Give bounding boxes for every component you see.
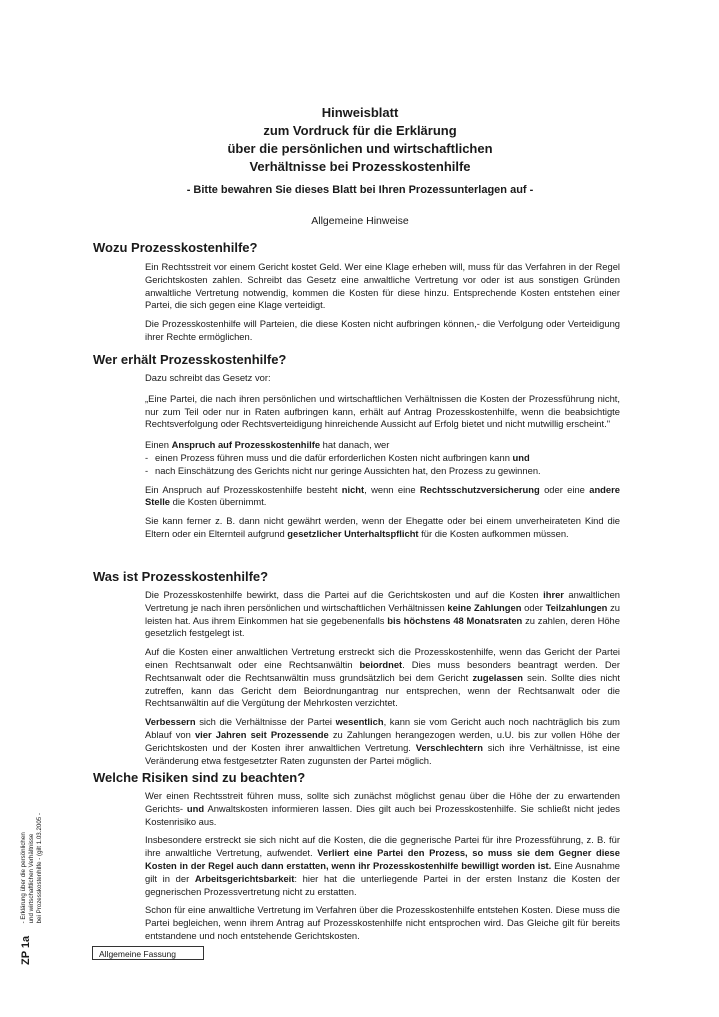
title-line: Verhältnisse bei Prozesskostenhilfe <box>249 159 471 174</box>
emphasis: Anspruch auf Prozesskostenhilfe <box>171 439 321 451</box>
text-span: die Kosten übernimmt. <box>170 496 267 508</box>
text-span: , wenn eine <box>364 483 420 495</box>
emphasis: Teilzahlungen <box>545 601 608 613</box>
emphasis: Verliert eine Partei den Prozess, so muss sie dem Gegner diese Kosten in der Regel auch dann erstatten, wenn ihr Prozesskostenhilfe bewilligt worden ist. <box>145 847 620 871</box>
text-span: Einen <box>145 439 172 451</box>
text-span: . Dies muss besonders beantragt werden. Der Rechtsanwalt oder die Rechtsanwältin muss grundsätzlich bei dem Gericht <box>145 658 620 683</box>
emphasis: vier Jahren seit Prozessende <box>194 728 329 740</box>
emphasis: ihrer <box>543 589 564 600</box>
emphasis: keine Zahlungen <box>447 601 522 613</box>
text-span: Ein Anspruch auf Prozesskostenhilfe besteht <box>145 483 342 495</box>
text-span: hat danach, wer <box>320 439 390 451</box>
text-span: Sie kann ferner z. B. dann nicht gewährt werden, wenn der Ehegatte oder bei einem unverheirateten Kind die Eltern oder ein Elternteil aufgrund <box>145 515 620 539</box>
title-line: zum Vordruck für die Erklärung <box>263 123 457 138</box>
bullet-item <box>145 452 620 465</box>
emphasis: zugelassen <box>472 671 523 683</box>
text-span: Insbesondere erstreckt sie sich nicht auf die Kosten, die die gegnerische Partei für ihre Prozessführung, z. B. für ihre anwaltliche Vertretung, aufwendet. <box>145 834 620 859</box>
section-body-risiken <box>145 790 620 949</box>
side-note-line: und wirtschaftlichen Verhältnisse <box>28 833 35 924</box>
emphasis: Verbessern <box>145 716 196 728</box>
text-span: oder <box>521 601 546 613</box>
paragraph: Ein Rechtsstreit vor einem Gericht kostet Geld. Wer eine Klage erheben will, muss für das Verfahren in der Regel Gerichtskosten zahlen. Schreibt das Gesetz eine anwaltliche Vertretung vor oder ist aus sonstigen Gründen anwaltliche Vertretung notwendig, kommen die Kosten für diese hinzu. Entsprechende Kosten entstehen einer Partei, die sich gegen eine Klage verteidigt. <box>145 261 620 311</box>
title-line: Hinweisblatt <box>321 105 399 120</box>
paragraph <box>145 439 620 452</box>
bullet-item: - nach Einschätzung des Gerichts nicht nur geringe Aussichten hat, den Prozess zu gewinnen. <box>145 465 620 478</box>
text-span: Eine Ausnahme gilt in der <box>145 859 620 884</box>
form-side-label <box>20 813 44 965</box>
keep-notice: - Bitte bewahren Sie dieses Blatt bei Ihren Prozessunterlagen auf - <box>186 184 534 196</box>
paragraph <box>145 716 620 767</box>
emphasis: Verschlechtern <box>415 741 483 753</box>
paragraph <box>145 589 620 640</box>
text-span: einen Prozess führen muss und die dafür erforderlichen Kosten nicht aufbringen kann <box>155 451 513 463</box>
emphasis: beiordnet <box>359 658 403 670</box>
emphasis: gesetzlicher Unterhaltspflicht <box>287 527 419 539</box>
paragraph: Schon für eine anwaltliche Vertretung im Verfahren über die Prozesskostenhilfe entstehen Kosten. Diese muss die Partei begleichen, wenn ihrem Antrag auf Prozesskostenhilfe nicht entsprochen wird. Das Gleiche gilt für bereits entstandene und noch entstehende Gerichtskosten. <box>145 904 620 941</box>
emphasis: Arbeitsgerichtsbarkeit <box>194 872 295 884</box>
law-quote: „Eine Partei, die nach ihren persönlichen und wirtschaftlichen Verhältnissen die Kosten der Prozessführung nicht, nur zum Teil oder nur in Raten aufbringen kann, erhält auf Antrag Prozesskostenhilfe, wenn die beabsichtigte Rechtsverfolgung oder Rechtsverteidigung hinreichende Aussicht auf Erfolg bietet und nicht mutwillig erscheint." <box>145 392 620 430</box>
text-span: sich ihre Verhältnisse, ist eine Veränderung etwa festgesetzter Raten zugunsten der Partei möglich. <box>145 741 620 766</box>
section-body-wer <box>145 372 620 547</box>
text-span: anwaltlichen Vertretung je nach ihren persönlichen und wirtschaftlichen Verhältnissen <box>145 589 620 613</box>
emphasis: bis höchstens 48 Monatsraten <box>387 614 523 626</box>
text-span: Wer einen Rechtsstreit führen muss, sollte sich zunächst möglichst genau über die Höhe der zu erwartenden Gerichts- <box>145 790 620 814</box>
paragraph: Dazu schreibt das Gesetz vor: <box>145 372 271 383</box>
form-code: ZP 1a <box>20 935 32 965</box>
emphasis: und <box>186 802 205 814</box>
section-heading-wozu: Wozu Prozesskostenhilfe? <box>93 240 258 255</box>
emphasis: und <box>512 451 530 463</box>
text-span: sich die Verhältnisse der Partei <box>195 716 336 728</box>
section-heading-wer: Wer erhält Prozesskostenhilfe? <box>93 352 287 367</box>
text-span: sein. Sollte dies nicht zutreffen, kann das Gericht dem Beiordnungantrag nur entsprechen, wenn der Rechtsanwalt oder die Rechtsanwältin auf die Vergütung der Mehrkosten verzichtet. <box>145 671 620 709</box>
title-line: über die persönlichen und wirtschaftlichen <box>227 141 493 156</box>
paragraph: Die Prozesskostenhilfe will Parteien, die diese Kosten nicht aufbringen können,- die Verfolgung oder Verteidigung ihrer Rechte ermöglichen. <box>145 318 620 342</box>
side-note-line: - Erklärung über die persönlichen <box>20 832 27 924</box>
emphasis: Rechtsschutzversicherung <box>419 483 540 495</box>
text-span: Auf die Kosten einer anwaltlichen Vertretung erstreckt sich die Prozesskostenhilfe, wenn das Gericht der Partei einen Rechtsanwalt oder eine Rechtsanwältin <box>145 646 620 670</box>
document-title <box>150 104 570 176</box>
section-body-wozu <box>145 261 620 350</box>
text-span: zu Zahlungen herangezogen werden, u.U. bis zur vollen Höhe der Gerichtskosten und der Kosten ihrer anwaltlichen Vertretung. <box>145 728 621 753</box>
paragraph <box>145 646 620 710</box>
form-side-note <box>20 813 44 923</box>
text-span: zu leisten hat. Aus ihrem Einkommen hat sie gegebenenfalls <box>145 601 620 626</box>
section-heading-was: Was ist Prozesskostenhilfe? <box>93 569 269 584</box>
emphasis: andere Stelle <box>145 483 620 508</box>
text-span: für die Kosten aufkommen müssen. <box>418 527 569 539</box>
text-span: Die Prozesskostenhilfe bewirkt, dass die Partei auf die Gerichtskosten und auf die Kosten <box>145 589 544 600</box>
section-heading-risiken: Welche Risiken sind zu beachten? <box>93 770 306 785</box>
text-span: : hier hat die unterliegende Partei in der ersten Instanz die Kosten der gegnerischen Prozessvertretung nicht zu erstatten. <box>145 872 620 897</box>
section-subheading: Allgemeine Hinweise <box>311 215 409 227</box>
text-span: , kann sie vom Gericht auch noch nachträglich bis zum Ablauf von <box>145 716 620 740</box>
text-span: oder eine <box>539 483 590 495</box>
emphasis: nicht <box>341 483 365 495</box>
side-note-line: bei Prozesskostenhilfe - (gilt 1.03.2005 - <box>36 812 43 924</box>
paragraph <box>145 515 620 541</box>
section-body-was <box>145 589 620 773</box>
edition-box: Allgemeine Fassung <box>92 946 204 960</box>
text-span: zu zahlen, deren Höhe gesetzlich festgelegt ist. <box>145 614 620 639</box>
paragraph <box>145 484 620 510</box>
emphasis: wesentlich <box>335 716 384 728</box>
paragraph <box>145 834 620 898</box>
paragraph <box>145 790 620 828</box>
text-span: Anwaltskosten informieren lassen. Dies gilt auch bei Prozesskostenhilfe. Sie schließt nicht jedes Kostenrisiko aus. <box>145 802 620 827</box>
